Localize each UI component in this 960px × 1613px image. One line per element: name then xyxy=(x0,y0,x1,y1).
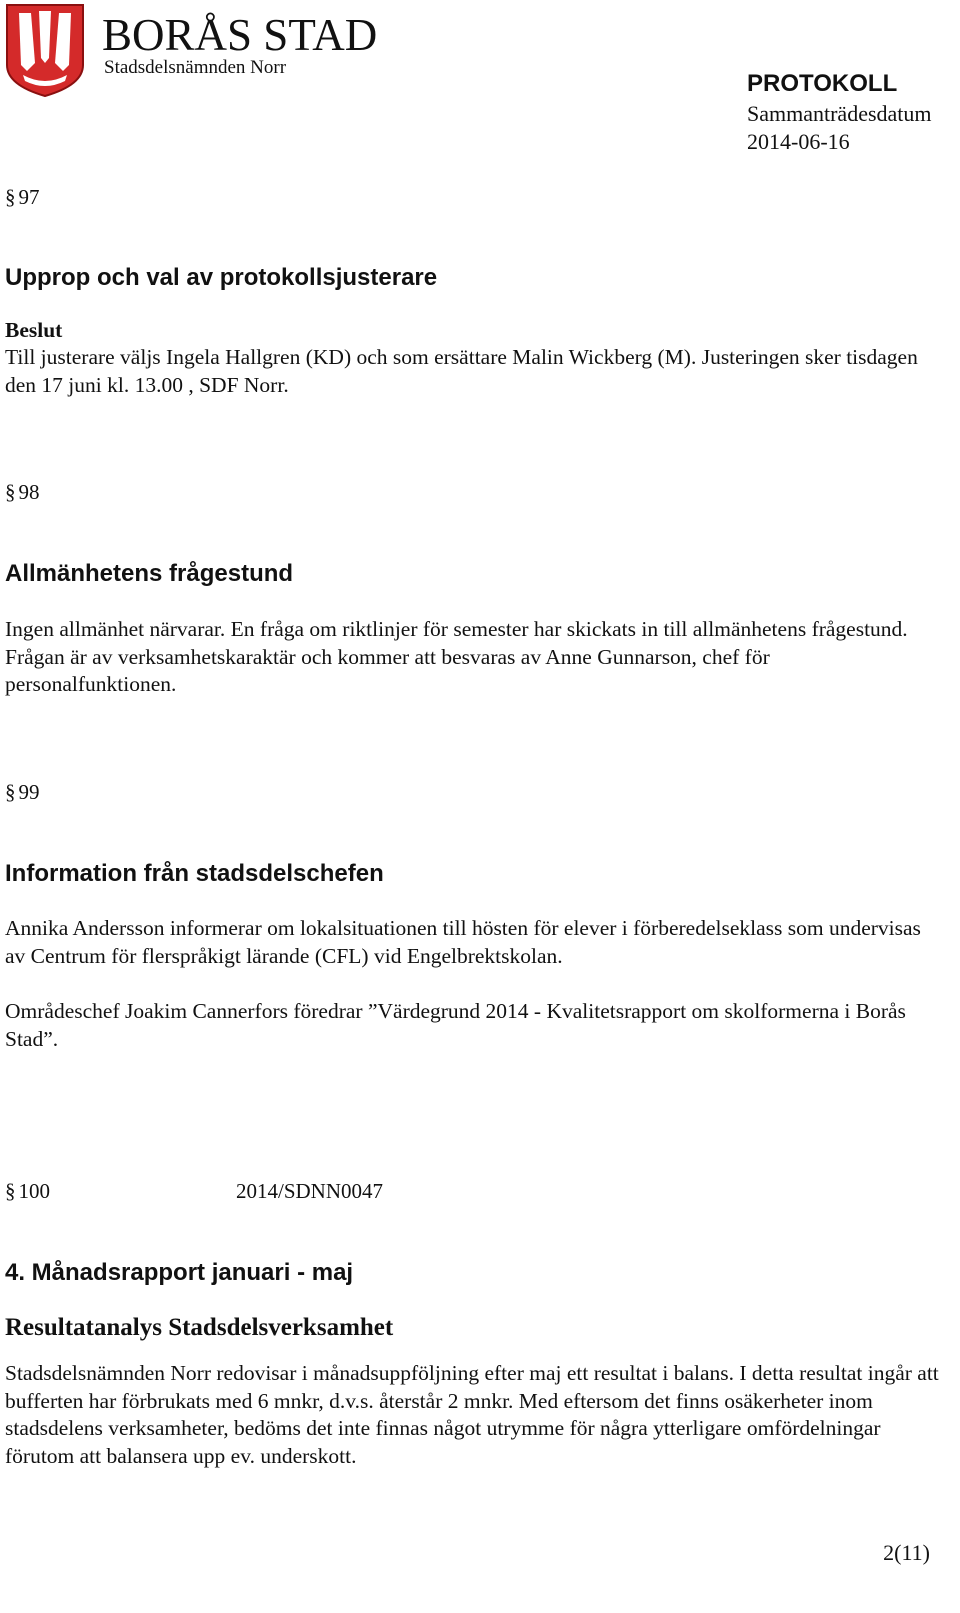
section-number xyxy=(5,184,40,210)
paragraph: Annika Andersson informerar om lokalsituationen till hösten för elever i förberedelseklass som undervisas av Centrum för flerspråkigt lärande (CFL) vid Engelbrektskolan. xyxy=(5,916,921,968)
decision-label: Beslut xyxy=(5,318,63,342)
paragraph: Till justerare väljs Ingela Hallgren (KD) och som ersättare Malin Wickberg (M). Justeringen sker tisdagen den 17 juni kl. 13.00 , SDF Norr. xyxy=(5,345,918,397)
section-symbol: § xyxy=(5,185,16,209)
section-title: 4. Månadsrapport januari - maj xyxy=(5,1259,354,1286)
page-number: 2(11) xyxy=(883,1540,930,1565)
section-symbol: § xyxy=(5,1179,16,1203)
paragraph: Stadsdelsnämnden Norr redovisar i månadsuppföljning efter maj ett resultat i balans. I detta resultat ingår att bufferten har förbrukats med 6 mnkr, d.v.s. återstår 2 mnkr. Med eftersom det finns osäkerheter inom stadsdelens verksamheter, bedöms det inte finnas något utrymme för några ytterligare omfördelningar förutom att balansera upp ev. underskott. xyxy=(5,1361,939,1468)
meeting-date: 2014-06-16 xyxy=(747,129,850,154)
section-body xyxy=(5,616,940,699)
section-body xyxy=(5,998,940,1053)
section-body xyxy=(5,317,940,399)
section-number-value: 100 xyxy=(18,1179,50,1203)
section-title: Upprop och val av protokollsjusterare xyxy=(5,264,438,291)
section-title: Information från stadsdelschefen xyxy=(5,860,384,887)
section-subtitle: Resultatanalys Stadsdelsverksamhet xyxy=(5,1314,394,1341)
org-subtitle: Stadsdelsnämnden Norr xyxy=(104,57,287,78)
section-body xyxy=(5,915,940,970)
section-title: Allmänhetens frågestund xyxy=(5,560,294,587)
section-body xyxy=(5,1360,940,1470)
section-number-value: 98 xyxy=(18,480,40,504)
section-number xyxy=(5,1178,50,1204)
paragraph: Områdeschef Joakim Cannerfors föredrar ”Värdegrund 2014 - Kvalitetsrapport om skolformerna i Borås Stad”. xyxy=(5,999,906,1051)
section-number xyxy=(5,779,40,805)
case-number: 2014/SDNN0047 xyxy=(236,1179,384,1203)
document-type: PROTOKOLL xyxy=(747,70,898,97)
section-number-value: 97 xyxy=(18,185,40,209)
section-number xyxy=(5,479,40,505)
org-name: BORÅS STAD xyxy=(102,10,378,60)
meeting-date-label: Sammanträdesdatum xyxy=(747,101,932,126)
paragraph: Ingen allmänhet närvarar. En fråga om riktlinjer för semester har skickats in till allmänhetens frågestund. Frågan är av verksamhetskaraktär och kommer att besvaras av Anne Gunnarson, chef för personalfunktionen. xyxy=(5,617,908,696)
shield-icon xyxy=(5,3,85,98)
city-logo-shield xyxy=(5,3,85,98)
section-symbol: § xyxy=(5,480,16,504)
section-number-value: 99 xyxy=(18,780,40,804)
section-symbol: § xyxy=(5,780,16,804)
